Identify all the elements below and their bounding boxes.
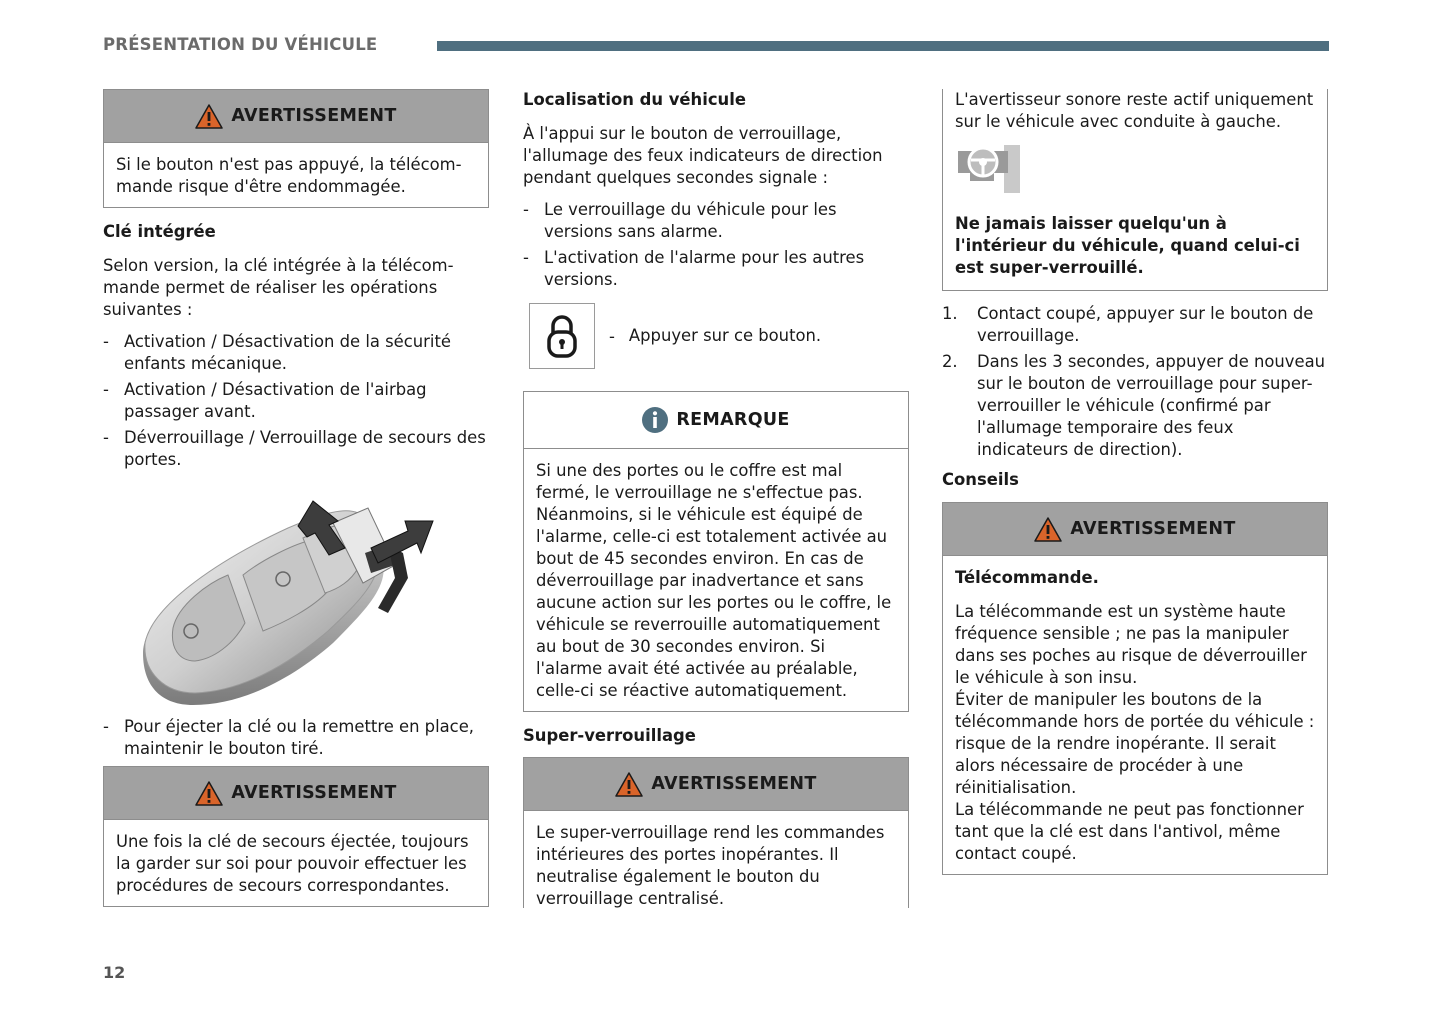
warning-header <box>524 758 908 811</box>
list-item: - Le verrouillage du véhicule pour les versions sans alarme. <box>523 199 909 243</box>
warning-triangle-icon <box>1034 517 1062 542</box>
page-number: 12 <box>103 963 126 982</box>
warning-title: AVERTISSEMENT <box>651 774 817 794</box>
continued-box <box>942 89 1328 291</box>
intro-text: Selon version, la clé intégrée à la télécom-mande permet de réaliser les opérations suivantes : <box>103 256 454 319</box>
list-item: - Déverrouillage / Verrouillage de secours des portes. <box>103 427 489 471</box>
warning-box <box>523 757 909 908</box>
info-icon <box>642 407 668 433</box>
list-item: - Pour éjecter la clé ou la remettre en place, maintenir le bouton tiré. <box>103 716 489 760</box>
key-illustration <box>133 493 473 708</box>
warning-header <box>104 90 488 143</box>
remark-box <box>523 391 909 712</box>
column-2 <box>523 89 909 908</box>
remark-text: Si une des portes ou le coffre est mal fermé, le verrouillage ne s'effectue pas. Néanmoins, si le véhicule est équipé de l'alarme, celle-ci est totalement activée au bout de 45 secondes environ. En cas de déverrouillage par inadvertance et sans aucune action sur les portes ou le coffre, le véhicule se reverrouille automatiquement au bout de 30 secondes environ. Si l'alarme avait été activée au préalable, celle-ci se réactive automatiquement. <box>536 461 892 700</box>
list-item: 1. Contact coupé, appuyer sur le bouton de verrouillage. <box>942 304 1314 345</box>
warning-subtitle: Télécommande. <box>955 568 1099 587</box>
warning-text: Si le bouton n'est pas appuyé, la télécom-mande risque d'être endommagée. <box>116 155 462 196</box>
operations-list <box>103 331 489 471</box>
heading-cle-integree: Clé intégrée <box>103 222 216 241</box>
warning-text: Éviter de manipuler les boutons de la télécommande hors de portée du véhicule : risque de la rendre inopérante. Il serait alors nécessaire de procéder à une réinitialisation. <box>955 690 1315 797</box>
lock-icon <box>529 303 595 369</box>
list-item: - L'activation de l'alarme pour les autres versions. <box>523 247 909 291</box>
section-title: PRÉSENTATION DU VÉHICULE <box>103 35 378 54</box>
warning-triangle-icon <box>195 781 223 806</box>
left-hand-drive-icon <box>956 143 1026 195</box>
eject-list <box>103 716 489 760</box>
lock-button-row: - Appuyer sur ce bouton. <box>523 303 909 369</box>
super-lock-warning: Ne jamais laisser quelqu'un à l'intérieur du véhicule, quand celui-ci est super-verrouillé. <box>955 214 1300 277</box>
heading-super-verrouillage: Super-verrouillage <box>523 726 696 745</box>
press-button-text: Appuyer sur ce bouton. <box>628 326 822 345</box>
warning-box <box>103 89 489 208</box>
warning-box <box>103 766 489 907</box>
steps-list <box>942 303 1328 461</box>
warning-text: La télécommande est un système haute fréquence sensible ; ne pas la manipuler dans ses poches au risque de déverrouiller le véhicule à son insu. <box>955 602 1307 687</box>
warning-text: La télécommande ne peut pas fonctionner tant que la clé est dans l'antivol, même contact coupé. <box>955 800 1304 863</box>
column-1 <box>103 89 489 907</box>
warning-text: Le super-verrouillage rend les commandes intérieures des portes inopérantes. Il neutralise également le bouton du verrouillage centralisé. <box>536 823 885 908</box>
intro-text: À l'appui sur le bouton de verrouillage, l'allumage des feux indicateurs de direction pendant quelques secondes signale : <box>523 124 883 187</box>
list-item: - Activation / Désactivation de la sécurité enfants mécanique. <box>103 331 489 375</box>
warning-header <box>104 767 488 820</box>
warning-title: AVERTISSEMENT <box>231 106 397 126</box>
column-3 <box>942 89 1328 875</box>
warning-triangle-icon <box>195 104 223 129</box>
warning-triangle-icon <box>615 772 643 797</box>
list-item: - Activation / Désactivation de l'airbag passager avant. <box>103 379 489 423</box>
header-bar <box>437 41 1329 51</box>
warning-header <box>943 503 1327 556</box>
warning-box <box>942 502 1328 875</box>
remark-header <box>524 392 908 449</box>
horn-text: L'avertisseur sonore reste actif uniquement sur le véhicule avec conduite à gauche. <box>955 90 1314 131</box>
warning-text: Une fois la clé de secours éjectée, toujours la garder sur soi pour pouvoir effectuer les procédures de secours correspondantes. <box>116 832 469 895</box>
heading-localisation: Localisation du véhicule <box>523 90 746 109</box>
warning-title: AVERTISSEMENT <box>231 783 397 803</box>
warning-title: AVERTISSEMENT <box>1070 519 1236 539</box>
list-item: 2. Dans les 3 secondes, appuyer de nouveau sur le bouton de verrouillage pour super-verrouiller le véhicule (confirmé par l'allumage temporaire des feux indicateurs de direction). <box>942 352 1326 459</box>
heading-conseils: Conseils <box>942 470 1019 489</box>
signal-list <box>523 199 909 291</box>
remark-title: REMARQUE <box>676 410 790 430</box>
